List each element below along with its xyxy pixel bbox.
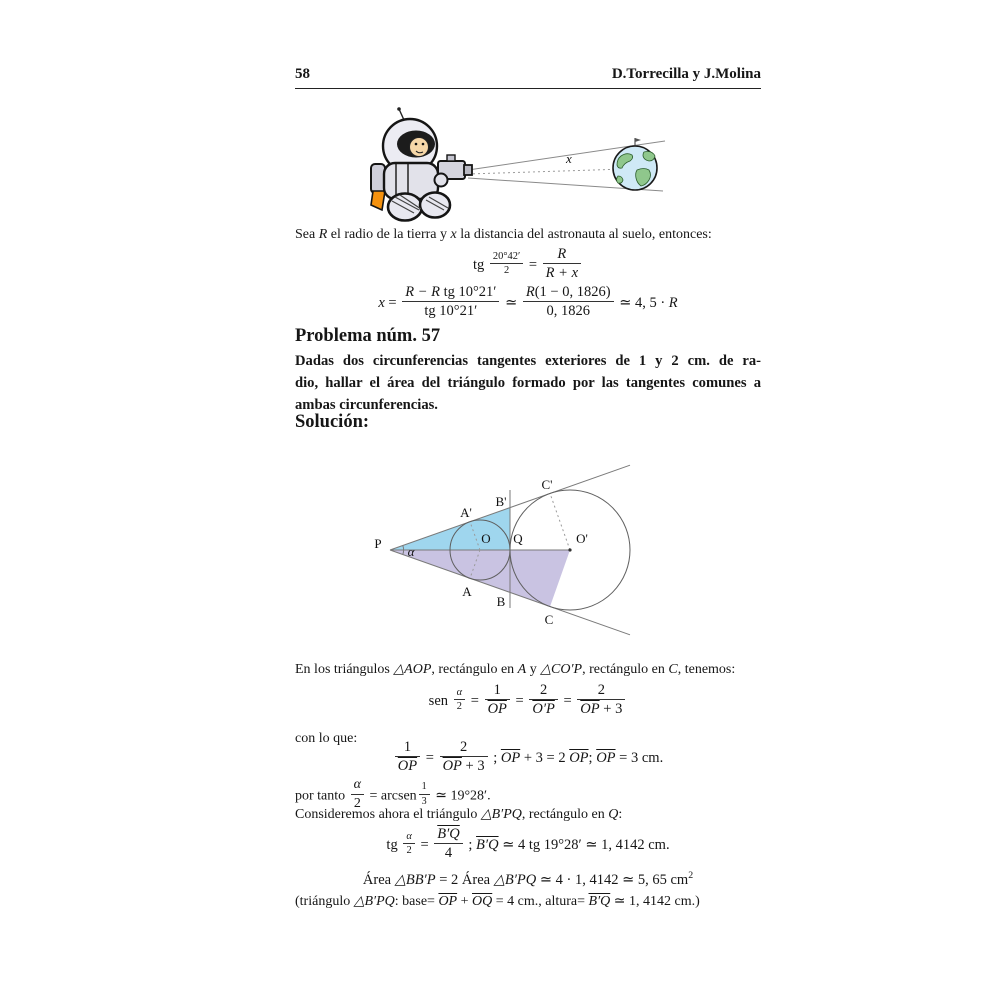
fraction: $\frac{\alpha}{2}$ bbox=[454, 687, 465, 713]
label-A-prime: A' bbox=[460, 505, 472, 520]
fraction: $\frac{R}{R + x}$ bbox=[543, 246, 581, 281]
label-B-prime: B' bbox=[495, 494, 507, 509]
por-tanto-line: por tanto $\frac{\alpha}{2}$ = arcsen $\frac{1}{3}$ ≃ 19°28′. bbox=[295, 777, 491, 811]
formula-area: Área △BB′P = 2 Área △B′PQ ≃ 4 · 1, 4142 ≃ 5, 65 $cm^2$ bbox=[362, 870, 694, 888]
fraction: $\frac{1}{OP}$ bbox=[485, 682, 510, 717]
formula-note: (triángulo △B′PQ: base= $\overline{OP} + \overline{OQ} = 4$ cm., altura= B′Q ≃ 1, 4142 cm.) bbox=[295, 894, 700, 909]
radius-Oprime-Cprime bbox=[550, 493, 570, 550]
problem-statement-line: ambas circunferencias. bbox=[295, 397, 438, 413]
page-header bbox=[295, 66, 761, 89]
fraction: $\frac{B'Q}{4}$ bbox=[434, 826, 463, 861]
problem-title: Problema núm. 57 bbox=[295, 326, 441, 346]
label-O: O bbox=[481, 531, 491, 546]
fraction: $\frac{20^\circ 42'}{2}$ bbox=[490, 251, 523, 277]
fraction: $\frac{\text{R − R tg 10°21′}}{tg 10^\circ 21'}$ bbox=[402, 284, 499, 319]
earth-flag bbox=[635, 138, 641, 142]
label-A: A bbox=[462, 584, 472, 599]
triangles-paragraph: En los triángulos △AOP, rectángulo en A y △CO′P, rectángulo en C, tenemos: bbox=[295, 662, 736, 677]
boot-left bbox=[388, 194, 422, 221]
formula-tg-bq: tg $\frac{\alpha}{2}$ = $\frac{B'Q}{4}$ ; B′Q ≃ 4 tg 19°28′ ≃ 1, 4142 cm. bbox=[386, 826, 670, 862]
label-alpha: α bbox=[407, 544, 415, 559]
astronaut-figure bbox=[371, 107, 472, 220]
fraction: $\frac{1}{3}$ bbox=[419, 781, 430, 807]
con-lo-que-label: con lo que: bbox=[295, 731, 358, 746]
camera-knob bbox=[447, 155, 455, 161]
fraction: $\frac{R(1 - 0, 1826)}{0, 1826}$ bbox=[523, 284, 614, 319]
problem-statement-line: dio, hallar el área del triángulo formado por las tangentes comunes a bbox=[295, 375, 761, 391]
label-C-prime: C' bbox=[541, 477, 553, 492]
face bbox=[410, 138, 429, 157]
formula-op-equation: $\frac{1}{OP}$ = $\frac{2}{\overline{OP} + 3}$ ; $\overline{OP} + 3 = 2$ $\overline{OP}$; $\overline{OP} = 3$ cm. bbox=[295, 741, 761, 776]
formula-tangent-angle: tg $\frac{20^\circ 42'}{2}$ = $\frac{R}{R + x}$ bbox=[295, 248, 761, 283]
fraction: $\frac{2}{O'P}$ bbox=[529, 682, 558, 717]
fraction: $\frac{2}{\overline{OP} + 3}$ bbox=[577, 682, 625, 717]
intro-paragraph: Sea R el radio de la tierra y x la distancia del astronauta al suelo, entonces: bbox=[295, 227, 712, 242]
label-P: P bbox=[374, 536, 382, 551]
formula-sen: sen $\frac{\alpha}{2}$ = $\frac{1}{OP}$ = $\frac{2}{O'P}$ = $\frac{2}{\overline{OP} + 3}$ bbox=[295, 684, 761, 719]
header-authors: D.Torrecilla y J.Molina bbox=[611, 66, 761, 82]
formula-x-result: x = $\frac{\text{R − R tg 10°21′}}{tg 10^\circ 21'}$ ≃ $\frac{R(1 - 0, 1826)}{0, 1826}$ ≃ 4, 5 · R bbox=[378, 284, 678, 320]
solution-label: Solución: bbox=[295, 412, 370, 432]
earth-icon bbox=[613, 138, 657, 190]
fraction: $\frac{\alpha}{2}$ bbox=[351, 777, 364, 811]
consideremos-line: Consideremos ahora el triángulo △B′PQ, rectángulo en Q: bbox=[295, 807, 623, 822]
camera-lens bbox=[464, 165, 472, 175]
glove bbox=[435, 174, 448, 187]
backpack-orange-flap bbox=[371, 191, 385, 210]
geometry-diagram bbox=[290, 435, 760, 665]
fraction: $\frac{\alpha}{2}$ bbox=[403, 831, 414, 857]
label-C: C bbox=[544, 612, 554, 627]
astronaut-illustration bbox=[358, 106, 683, 234]
distance-x-label: x bbox=[566, 151, 572, 166]
label-O-prime: O' bbox=[576, 531, 588, 546]
center-dot-Oprime bbox=[568, 548, 571, 551]
shaded-triangle-POC-purple bbox=[390, 550, 570, 607]
fraction: $\frac{2}{\overline{OP} + 3}$ bbox=[440, 739, 488, 774]
label-Q: Q bbox=[513, 531, 523, 546]
label-B: B bbox=[496, 594, 506, 609]
fraction: $\frac{1}{OP}$ bbox=[395, 739, 420, 774]
helmet-antenna bbox=[399, 109, 404, 120]
page-number: 58 bbox=[295, 66, 310, 82]
problem-statement-line: Dadas dos circunferencias tangentes exteriores de 1 y 2 cm. de ra- bbox=[295, 353, 761, 369]
